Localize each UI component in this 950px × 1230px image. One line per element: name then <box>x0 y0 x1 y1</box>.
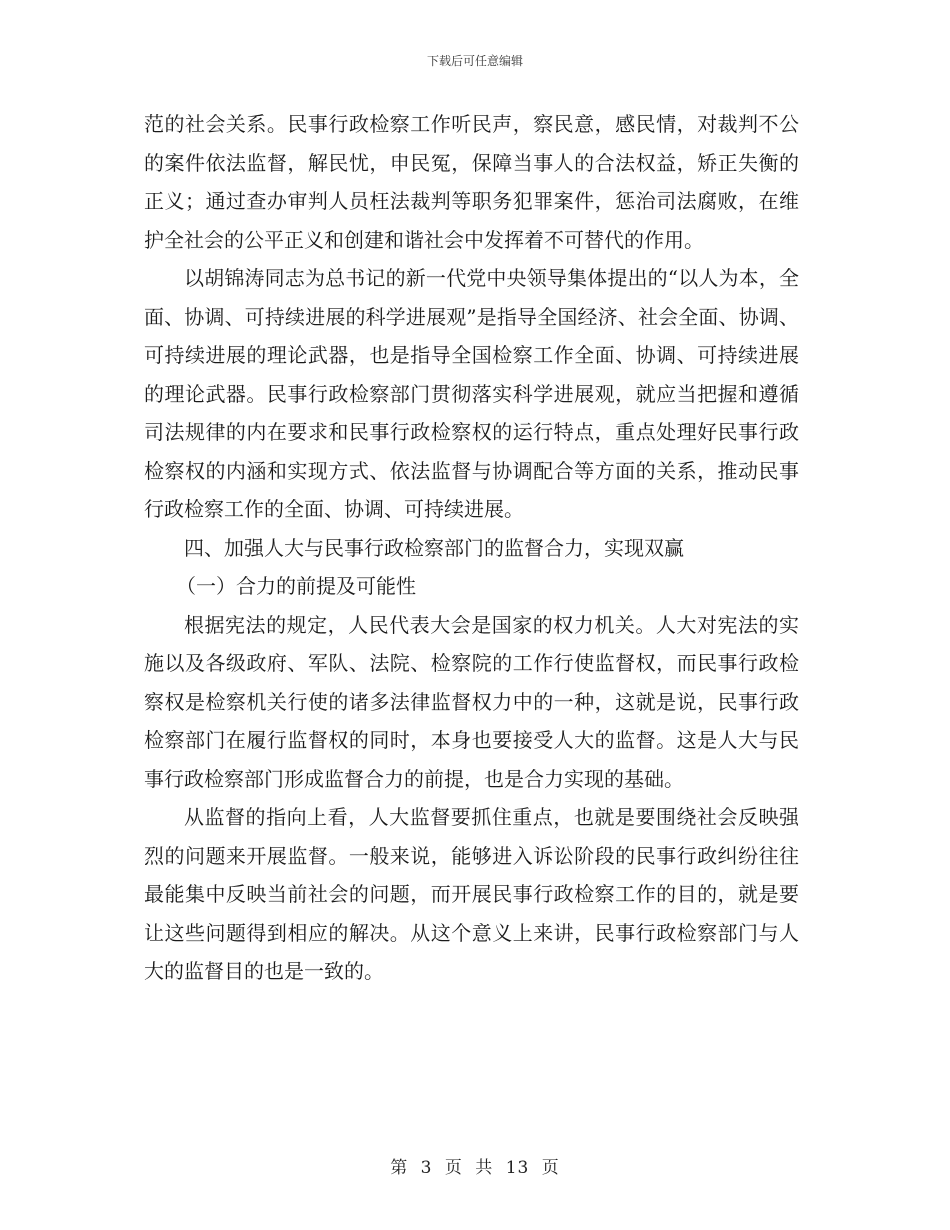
section-heading-4: 四、加强人大与民事行政检察部门的监督合力，实现双赢 <box>184 535 684 560</box>
paragraph-scientific-development: 以胡锦涛同志为总书记的新一代党中央领导集体提出的“以人为本，全面、协调、可持续进展的科学进展观”是指导全国经济、社会全面、协调、可持续进展的理论武器，也是指导全国检察工作全面、协调、可持续进展的理论武器。民事行政检察部门贯彻落实科学进展观，就应当把握和遵循司法规律的内在要求和民事行政检察权的运行特点，重点处理好民事行政检察权的内涵和实现方式、依法监督与协调配合等方面的关系，推动民事行政检察工作的全面、协调、可持续进展。 <box>144 266 799 521</box>
page-header: 下载后可任意编辑 <box>426 54 523 68</box>
subsection-heading-1: （一）合力的前提及可能性 <box>176 574 416 598</box>
paragraph-constitution: 根据宪法的规定，人民代表大会是国家的权力机关。人大对宪法的实施以及各级政府、军队、法院、检察院的工作行使监督权，而民事行政检察权是检察机关行使的诸多法律监督权力中的一种，这就是说，民事行政检察部门在履行监督权的同时，本身也要接受人大的监督。这是人大与民事行政检察部门形成监督合力的前提，也是合力实现的基础。 <box>144 612 799 791</box>
page-number-footer: 第 3 页 共 13 页 <box>390 1158 560 1178</box>
paragraph-supervision-direction: 从监督的指向上看，人大监督要抓住重点，也就是要围绕社会反映强烈的问题来开展监督。一般来说，能够进入诉讼阶段的民事行政纠纷往往最能集中反映当前社会的问题，而开展民事行政检察工作的目的，就是要让这些问题得到相应的解决。从这个意义上来讲，民事行政检察部门与人大的监督目的也是一致的。 <box>144 805 799 983</box>
paragraph-continuation: 范的社会关系。民事行政检察工作听民声，察民意，感民情，对裁判不公的案件依法监督，解民忧，申民冤，保障当事人的合法权益，矫正失衡的正义；通过查办审判人员枉法裁判等职务犯罪案件，惩治司法腐败，在维护全社会的公平正义和创建和谐社会中发挥着不可替代的作用。 <box>144 112 799 252</box>
document-body <box>144 105 799 991</box>
